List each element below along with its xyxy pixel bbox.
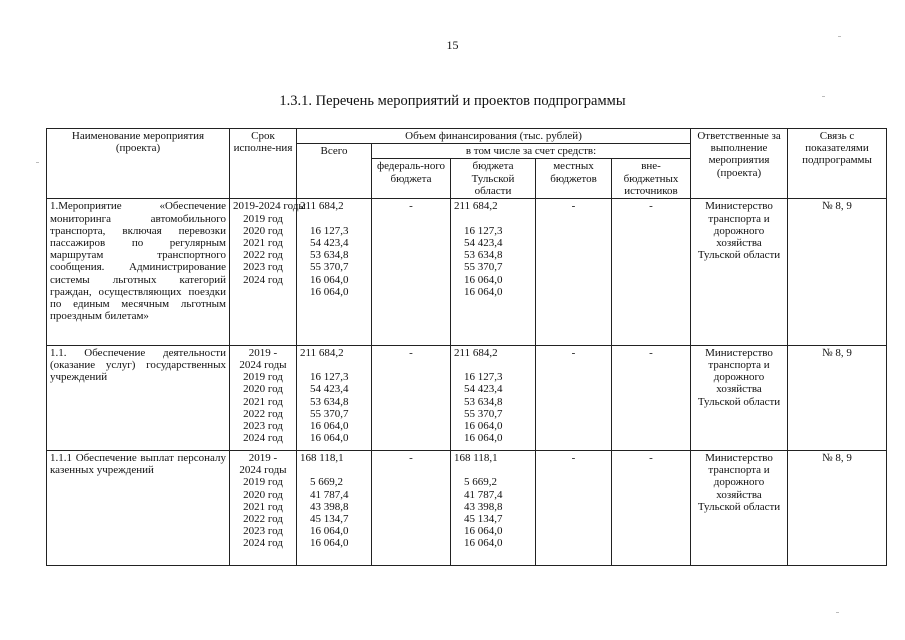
extra-cell: - (612, 345, 691, 450)
responsible-cell: Министерство транспорта и дорожного хозяйства Тульской области (691, 345, 788, 450)
responsible-cell: Министерство транспорта и дорожного хозяйства Тульской области (691, 199, 788, 345)
link-cell: № 8, 9 (788, 450, 887, 565)
responsible-cell: Министерство транспорта и дорожного хозяйства Тульской области (691, 450, 788, 565)
federal-cell: - (372, 450, 451, 565)
scan-speck (822, 96, 825, 97)
header-regional: бюджета Тульской области (451, 159, 536, 199)
regional-cell: 211 684,2 16 127,3 54 423,4 53 634,8 55 370,7 16 064,0 16 064,0 (451, 345, 536, 450)
scan-speck (836, 612, 839, 613)
regional-cell: 168 118,1 5 669,2 41 787,4 43 398,8 45 134,7 16 064,0 16 064,0 (451, 450, 536, 565)
term-cell: 2019-2024 годы 2019 год 2020 год 2021 год 2022 год 2023 год 2024 год (230, 199, 297, 345)
local-cell: - (536, 345, 612, 450)
table-row (47, 450, 887, 565)
header-extra: вне-бюджетных источников (612, 159, 691, 199)
term-cell: 2019 - 2024 годы 2019 год 2020 год 2021 год 2022 год 2023 год 2024 год (230, 450, 297, 565)
header-local: местных бюджетов (536, 159, 612, 199)
header-federal: федераль-ного бюджета (372, 159, 451, 199)
measure-name: 1.1.1 Обеспечение выплат персоналу казенных учреждений (47, 450, 230, 565)
header-link: Связь с показателями подпрограммы (788, 129, 887, 199)
local-cell: - (536, 450, 612, 565)
total-cell: 211 684,2 16 127,3 54 423,4 53 634,8 55 370,7 16 064,0 16 064,0 (297, 199, 372, 345)
page-number: 15 (446, 38, 459, 52)
total-cell: 211 684,2 16 127,3 54 423,4 53 634,8 55 370,7 16 064,0 16 064,0 (297, 345, 372, 450)
header-name: Наименование мероприятия (проекта) (47, 129, 230, 199)
header-including: в том числе за счет средств: (372, 144, 691, 159)
table-row (47, 345, 887, 450)
federal-cell: - (372, 345, 451, 450)
extra-cell: - (612, 199, 691, 345)
regional-cell: 211 684,2 16 127,3 54 423,4 53 634,8 55 370,7 16 064,0 16 064,0 (451, 199, 536, 345)
measures-table (46, 128, 887, 566)
scan-speck (838, 36, 841, 37)
term-cell: 2019 - 2024 годы 2019 год 2020 год 2021 год 2022 год 2023 год 2024 год (230, 345, 297, 450)
extra-cell: - (612, 450, 691, 565)
page-title: 1.3.1. Перечень мероприятий и проектов подпрограммы (279, 93, 626, 109)
local-cell: - (536, 199, 612, 345)
header-term: Срок исполне-ния (230, 129, 297, 199)
table-row (47, 199, 887, 345)
link-cell: № 8, 9 (788, 199, 887, 345)
total-cell: 168 118,1 5 669,2 41 787,4 43 398,8 45 134,7 16 064,0 16 064,0 (297, 450, 372, 565)
measure-name: 1.Мероприятие «Обеспечение мониторинга автомобильного транспорта, включая перевозки пассажиров по регулярным маршрутам транспортного сообщения. Администрирование системы льготных категорий граждан, осуществляющих поездки по единым месячным льготным проездным билетам» (47, 199, 230, 345)
header-financing: Объем финансирования (тыс. рублей) (297, 129, 691, 144)
federal-cell: - (372, 199, 451, 345)
scan-speck (36, 162, 39, 163)
header-responsible: Ответственные за выполнение мероприятия (проекта) (691, 129, 788, 199)
header-total: Всего (297, 144, 372, 199)
link-cell: № 8, 9 (788, 345, 887, 450)
measure-name: 1.1. Обеспечение деятельности (оказание услуг) государственных учреждений (47, 345, 230, 450)
